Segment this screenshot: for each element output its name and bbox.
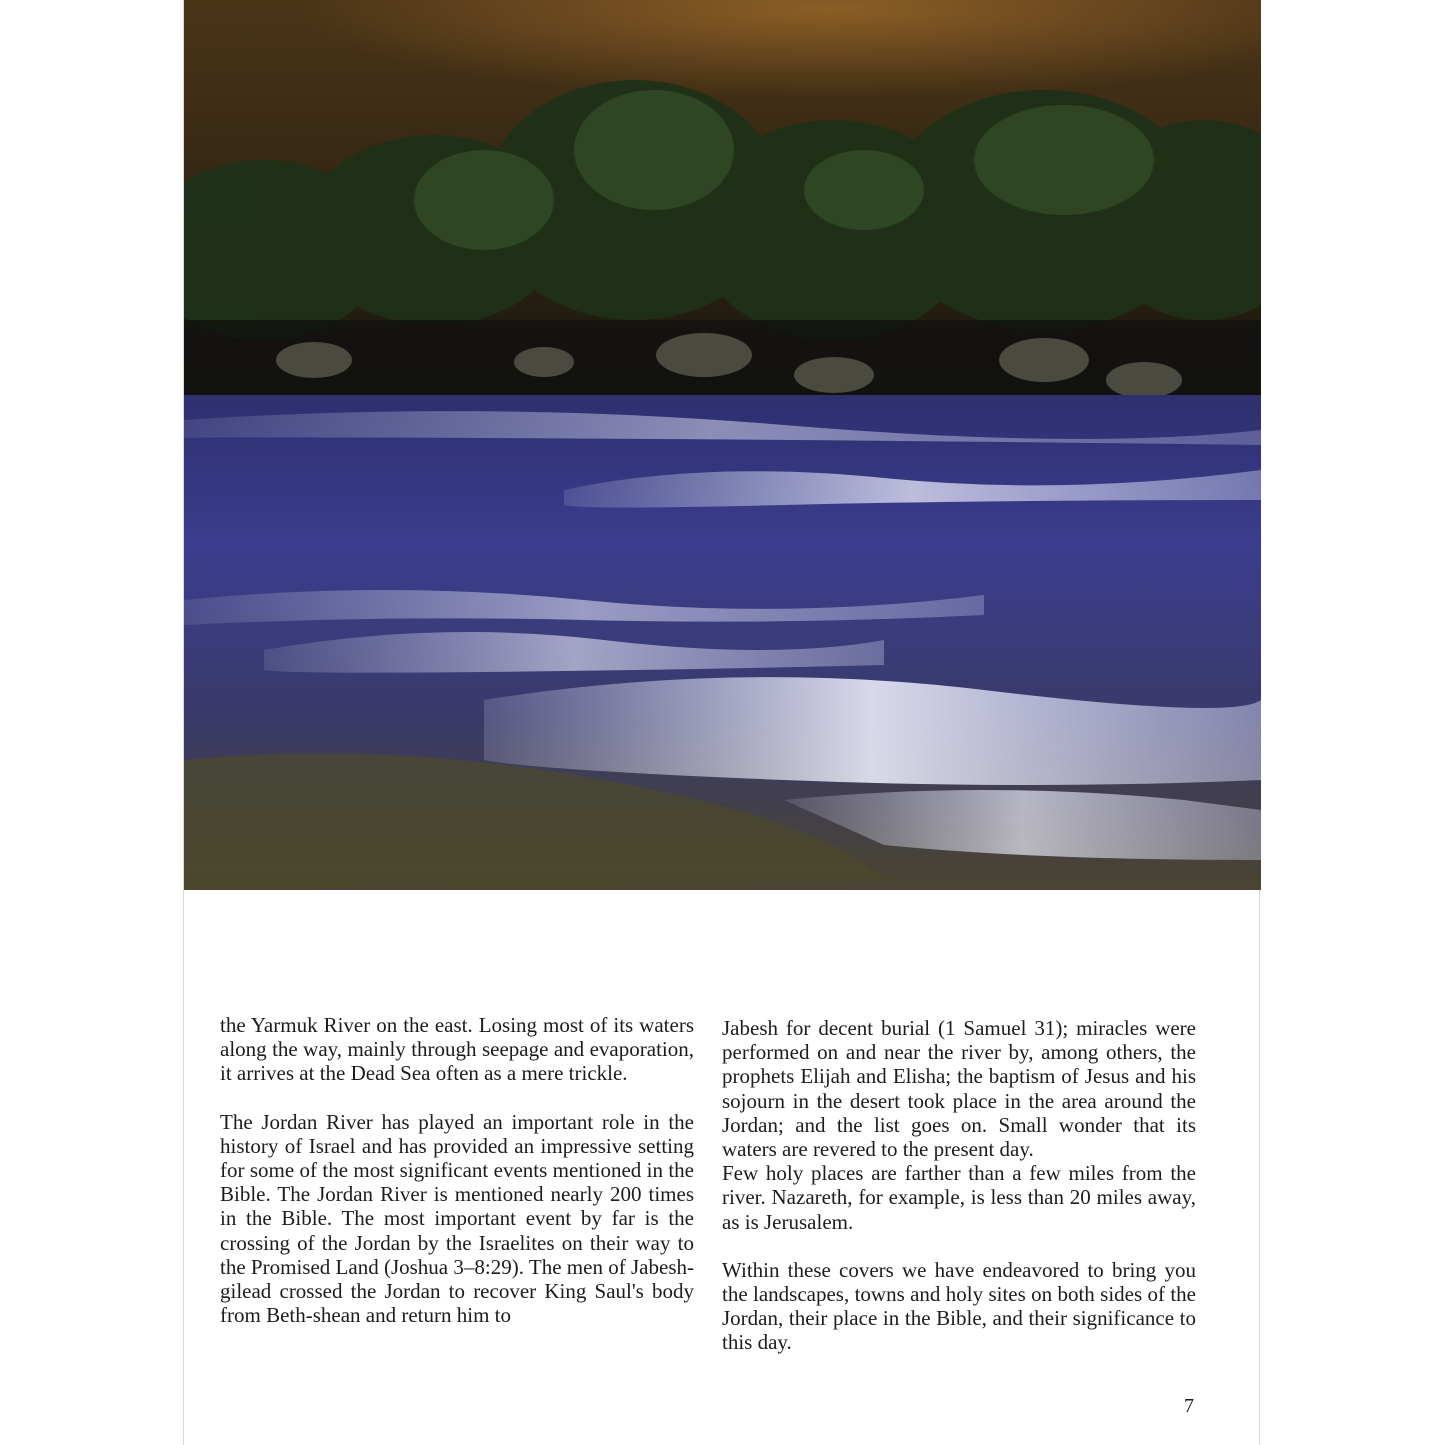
text-column-right — [722, 1016, 1196, 1355]
text-column-left — [220, 1013, 694, 1327]
paragraph: The Jordan River has played an important role in the history of Israel and has provided an impressive setting for some of the most significant events mentioned in the Bible. The Jordan River is mentioned nearly 200 times in the Bible. The most important event by far is the crossing of the Jordan by the Israelites on their way to the Promised Land (Joshua 3–8:29). The men of Jabesh-gilead crossed the Jordan to recover King Saul's body from Beth-shean and return him to — [220, 1109, 694, 1328]
river-photo — [184, 0, 1261, 890]
paragraph: Within these covers we have endeavored to bring you the landscapes, towns and holy sites on both sides of the Jordan, their place in the Bible, and their significance to this day. — [722, 1257, 1196, 1355]
paragraph: the Yarmuk River on the east. Losing most of its waters along the way, mainly through seepage and evaporation, it arrives at the Dead Sea often as a mere trickle. — [220, 1013, 694, 1086]
paragraph: Jabesh for decent burial (1 Samuel 31); miracles were performed on and near the river by, among others, the prophets Elijah and Elisha; the baptism of Jesus and his sojourn in the desert took place in the area around the Jordan; and the list goes on. Small wonder that its waters are revered to the present day. — [722, 1016, 1196, 1162]
page-number: 7 — [1184, 1395, 1194, 1417]
paragraph: Few holy places are farther than a few miles from the river. Nazareth, for example, is less than 20 miles away, as is Jerusalem. — [722, 1161, 1196, 1234]
book-page — [183, 0, 1260, 1445]
